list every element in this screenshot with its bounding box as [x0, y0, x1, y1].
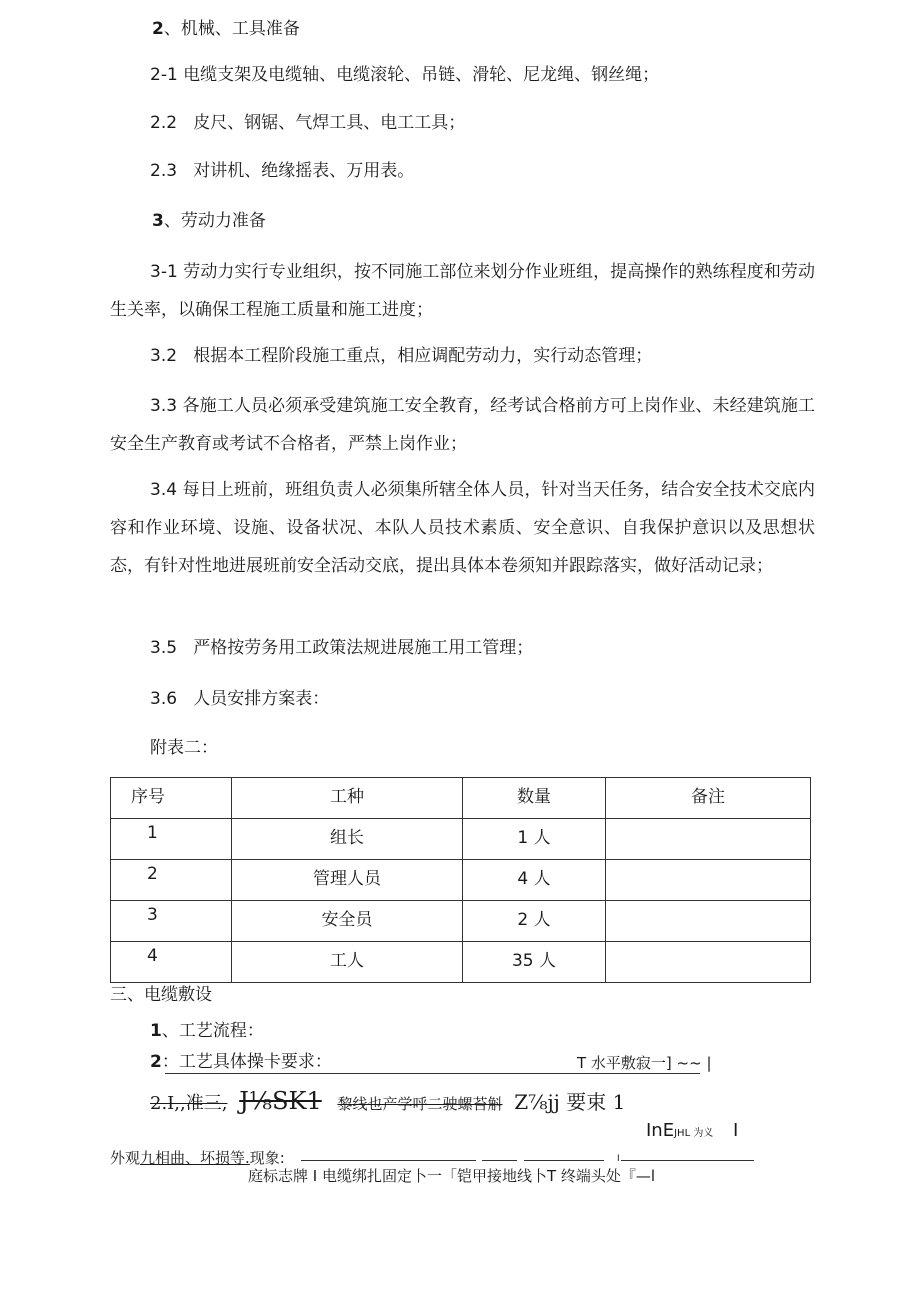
item-2-3: 2.3 对讲机、绝缘摇表、万用表。 [150, 161, 415, 181]
paragraph-3-3 [110, 387, 815, 463]
paragraph-3-1-text: 3-1 劳动力实行专业组织，按不同施工部位来划分作业班组，提高操作的熟练程度和劳动生关率，以确保工程施工质量和施工进度； [110, 262, 815, 320]
process-flow-text: 、工艺流程： [161, 1021, 264, 1041]
garbled-flow-line [150, 1087, 626, 1115]
appearance-phenomenon: 现象: [249, 1149, 285, 1167]
process-flow-item [150, 1020, 264, 1042]
paragraph-3-2: 3.2 根据本工程阶段施工重点，相应调配劳动力，实行动态管理； [150, 346, 653, 366]
table-row [111, 860, 811, 901]
garbled-fragment: JHL 为义 [674, 1128, 714, 1139]
cell-quantity: 1 人 [463, 819, 606, 860]
section-2-heading [152, 18, 300, 40]
cell-quantity: 35 人 [463, 942, 606, 983]
section-2-number: 2 [152, 19, 164, 39]
header-serial: 序号 [111, 778, 232, 819]
cell-job-type: 安全员 [232, 901, 463, 942]
paragraph-3-1 [110, 253, 815, 329]
underline-rule [524, 1160, 604, 1161]
underline-rule [482, 1160, 517, 1161]
header-job-type: 工种 [232, 778, 463, 819]
cell-serial: 1 [111, 819, 232, 860]
header-quantity: 数量 [463, 778, 606, 819]
flow-steps-line: 庭标志牌 I 电缆绑扎固定卜一「铠甲接地线卜T 终端头处『—l [248, 1167, 656, 1185]
paragraph-3-6: 3.6 人员安排方案表： [150, 689, 330, 709]
section-3-title: 、劳动力准备 [163, 211, 266, 231]
cell-quantity: 4 人 [463, 860, 606, 901]
appearance-label: 外观 [110, 1149, 141, 1167]
cell-serial: 4 [111, 942, 232, 983]
section-3-number: 3 [152, 211, 164, 231]
staff-plan-table [110, 777, 811, 983]
table-row [111, 901, 811, 942]
table-header-row [111, 778, 811, 819]
garbled-mark: I [617, 1154, 620, 1164]
process-requirements-item [150, 1051, 332, 1073]
cable-section-heading: 三、电缆敷设 [110, 985, 212, 1005]
cell-serial: 2 [111, 860, 232, 901]
cell-remarks [606, 942, 811, 983]
underline-rule [621, 1160, 754, 1161]
garbled-fragment: 黎线也产学呼二驶螺苔斛 [337, 1095, 503, 1113]
garbled-fragment: InE [646, 1120, 675, 1141]
process-flow-number: 1 [150, 1021, 162, 1041]
appendix-label: 附表二： [150, 738, 218, 758]
table-row [111, 942, 811, 983]
paragraph-3-4 [110, 471, 815, 585]
item-2-2: 2.2 皮尺、钢锯、气焊工具、电工工具； [150, 113, 466, 133]
underline-rule [301, 1160, 476, 1161]
paragraph-3-4-text: 3.4 每日上班前，班组负责人必须集所辖全体人员，针对当天任务，结合安全技术交底内容和作业环境、设施、设备状况、本队人员技术素质、安全意识、自我保护意识以及思想状态，有针对性地进展班前安全活动交底，提出具体本卷须知并跟踪落实，做好活动记录； [110, 480, 815, 576]
table-row [111, 819, 811, 860]
section-3-heading [152, 210, 266, 232]
garbled-fragment-right [646, 1120, 738, 1145]
flow-fragment-text: T 水平敷寂一] ~~ | [577, 1054, 712, 1072]
cell-job-type: 管理人员 [232, 860, 463, 901]
cell-remarks [606, 860, 811, 901]
cell-quantity: 2 人 [463, 901, 606, 942]
cell-remarks [606, 901, 811, 942]
process-requirements-text: ：工艺具体操卡要求： [161, 1052, 332, 1072]
cell-job-type: 组长 [232, 819, 463, 860]
paragraph-3-5: 3.5 严格按劳务用工政策法规进展施工用工管理； [150, 638, 534, 658]
garbled-fragment: J⅛SK1 [239, 1087, 322, 1115]
cell-remarks [606, 819, 811, 860]
header-remarks: 备注 [606, 778, 811, 819]
item-2-1: 2-1 电缆支架及电缆轴、电缆滚轮、吊链、滑轮、尼龙绳、钢丝绳； [150, 65, 660, 85]
paragraph-3-3-text: 3.3 各施工人员必须承受建筑施工安全教育，经考试合格前方可上岗作业、未经建筑施工安全生产教育或考试不合格者，严禁上岗作业； [110, 396, 815, 454]
garbled-fragment: Z⅞jj 要束 1 [514, 1090, 626, 1114]
process-requirements-number: 2 [150, 1052, 162, 1072]
garbled-fragment: 2.I,,准三, [150, 1093, 228, 1114]
garbled-fragment: I [733, 1120, 739, 1141]
cell-job-type: 工人 [232, 942, 463, 983]
section-2-title: 、机械、工具准备 [163, 19, 300, 39]
cell-serial: 3 [111, 901, 232, 942]
appearance-defects: 九相曲、坏损等. [140, 1149, 250, 1167]
